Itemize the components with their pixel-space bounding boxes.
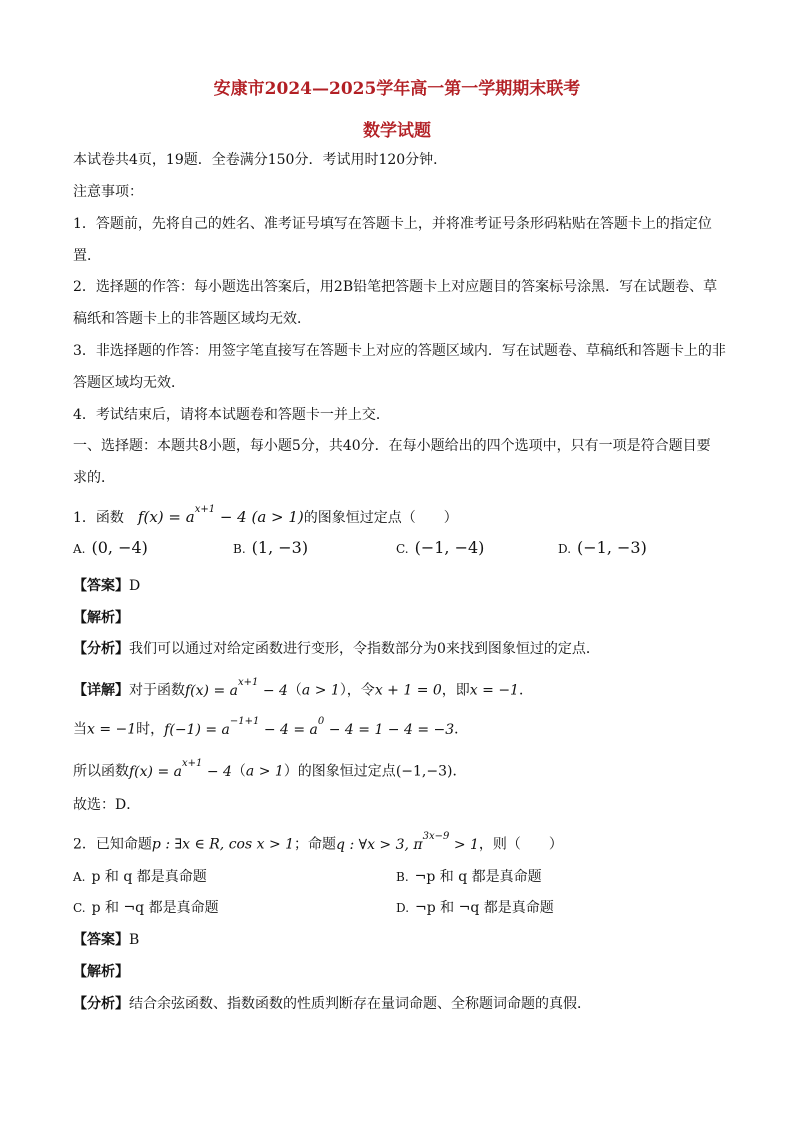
option-value: ¬p 和 ¬q 都是真命题 (415, 900, 554, 916)
note-4: 4．考试结束后，请将本试题卷和答题卡一并上交． (73, 407, 390, 423)
question-1-formula-tail: − 4 (a > 1) (215, 508, 304, 526)
detail-formula-tail: − 4 (258, 682, 288, 699)
section-1-heading-line-1: 一、选择题：本题共8小题，每小题5分，共40分．在每小题给出的四个选项中，只有一项是符合题目要 (73, 438, 711, 454)
question-1-answer (73, 576, 723, 596)
detail-text: ． (454, 721, 469, 738)
exam-title: 安康市2024—2025学年高一第一学期期末联考 (213, 79, 581, 99)
proposition-q-tail: > 1 (449, 836, 479, 853)
section-1-heading-line-2: 求的． (73, 470, 115, 486)
detail-text: ． (452, 763, 467, 780)
question-2-option-d[interactable] (396, 898, 554, 918)
question-2-mid: ；命题 (294, 836, 337, 853)
option-value: ¬p 和 q 都是真命题 (414, 869, 542, 885)
detail-text: ），令 (339, 682, 375, 699)
analysis-tag: 【解析】 (73, 964, 129, 980)
question-2-option-a[interactable] (73, 867, 207, 887)
question-2-fenxi (73, 994, 723, 1014)
option-value: (1, −3) (251, 538, 309, 557)
detail-text: 当 (73, 721, 87, 738)
detail-text: ，即 (441, 682, 470, 699)
option-value: p 和 ¬q 都是真命题 (91, 900, 219, 916)
computation-mid: − 4 = a (259, 721, 318, 738)
question-2-proposition-p: p : ∃x ∈ R, cos x > 1 (151, 836, 295, 853)
option-value: (−1, −3) (577, 538, 647, 557)
detail-text: 对于函数 (129, 682, 185, 699)
question-2-analysis-tag (73, 962, 723, 982)
analysis-tag: 【解析】 (73, 610, 129, 626)
question-1-detail-line-3 (73, 758, 723, 782)
detail-text: ． (518, 682, 533, 699)
note-2-line-2: 稿纸和答题卡上的非答题区域均无效． (73, 311, 311, 327)
detail-formula-exponent: x+1 (181, 758, 203, 769)
question-2-proposition-q (336, 831, 479, 853)
fenxi-text: 结合余弦函数、指数函数的性质判断存在量词命题、全称题词命题的真假． (129, 996, 591, 1012)
detail-solution: x = −1 (469, 682, 519, 699)
option-label: B. (233, 542, 246, 556)
xiangjie-tag: 【详解】 (73, 682, 129, 699)
question-1-option-b[interactable] (233, 538, 308, 559)
answer-value: D (129, 578, 141, 594)
computation-tail: − 4 = 1 − 4 = −3 (324, 721, 455, 738)
proposition-q-exponent: 3x−9 (422, 831, 450, 842)
note-1-line-1: 1．答题前，先将自己的姓名、准考证号填写在答题卡上，并将准考证号条形码粘贴在答题卡上的指定位 (73, 216, 712, 232)
note-3-line-2: 答题区域均无效． (73, 375, 185, 391)
question-2-option-b[interactable] (396, 867, 542, 887)
exam-info: 本试卷共4页，19题．全卷满分150分．考试用时120分钟． (73, 152, 448, 168)
notes-heading: 注意事项： (73, 184, 143, 200)
detail-text: （ (287, 682, 302, 699)
question-2-stem (73, 831, 723, 855)
detail-fixed-point: (−1,−3) (395, 763, 453, 780)
proposition-q-base: q : ∀x > 3, π (336, 836, 423, 853)
question-1-option-a[interactable] (73, 538, 148, 559)
option-label: D. (396, 901, 410, 915)
answer-tag: 【答案】 (73, 932, 129, 948)
note-2-line-1: 2．选择题的作答：每小题选出答案后，用2B铅笔把答题卡上对应题目的答案标号涂黑．写在试题卷、草 (73, 279, 718, 295)
detail-x-value: x = −1 (87, 721, 137, 738)
option-label: B. (396, 870, 409, 884)
question-1-prefix: 1．函数 (73, 510, 124, 526)
note-1-line-2: 置． (73, 248, 101, 264)
computation-exponent-2: 0 (317, 716, 325, 727)
detail-computation (164, 716, 455, 738)
detail-condition: a > 1 (301, 682, 340, 699)
question-1-option-d[interactable] (558, 538, 647, 559)
question-1-fenxi (73, 639, 723, 659)
detail-formula-tail: − 4 (202, 763, 232, 780)
detail-text: 所以函数 (73, 763, 129, 780)
question-1-suffix: 的图象恒过定点（ ） (303, 510, 458, 526)
question-1-stem (73, 504, 723, 528)
question-1-conclusion: 故选：D． (73, 797, 141, 813)
question-1-option-c[interactable] (396, 538, 484, 559)
question-1-formula-exponent: x+1 (194, 504, 216, 515)
option-value: (−1, −4) (414, 538, 485, 557)
detail-formula-base: f(x) = a (185, 682, 238, 699)
detail-text: 时， (136, 721, 165, 738)
option-value: p 和 q 都是真命题 (91, 869, 207, 885)
question-1-detail-line-1 (73, 677, 723, 701)
fenxi-text: 我们可以通过对给定函数进行变形，令指数部分为0来找到图象恒过的定点． (129, 641, 600, 657)
detail-formula-base: f(x) = a (129, 763, 182, 780)
computation-exponent: −1+1 (229, 716, 260, 727)
option-label: C. (73, 901, 86, 915)
question-2-suffix: ，则（ ） (478, 836, 563, 853)
option-label: C. (396, 542, 409, 556)
question-1-analysis-tag (73, 608, 723, 628)
detail-text: ）的图象恒过定点 (283, 763, 396, 780)
detail-text: （ (231, 763, 246, 780)
question-1-formula (137, 504, 304, 526)
question-1-formula-base: f(x) = a (137, 508, 195, 526)
detail-condition: a > 1 (245, 763, 284, 780)
computation-base: f(−1) = a (164, 721, 230, 738)
question-2-prefix: 2．已知命题 (73, 836, 152, 853)
option-label: A. (73, 542, 86, 556)
fenxi-tag: 【分析】 (73, 641, 129, 657)
detail-formula-exponent: x+1 (237, 677, 259, 688)
question-2-option-c[interactable] (73, 898, 219, 918)
detail-formula (185, 677, 288, 699)
detail-formula (129, 758, 232, 780)
exam-subtitle: 数学试题 (363, 121, 431, 141)
answer-tag: 【答案】 (73, 578, 129, 594)
note-3-line-1: 3．非选择题的作答：用签字笔直接写在答题卡上对应的答题区域内．写在试题卷、草稿纸和答题卡上的非 (73, 343, 726, 359)
question-2-answer (73, 930, 723, 950)
option-value: (0, −4) (91, 538, 148, 557)
option-label: A. (73, 870, 86, 884)
option-label: D. (558, 542, 572, 556)
answer-value: B (129, 932, 140, 948)
detail-equation: x + 1 = 0 (374, 682, 442, 699)
question-1-detail-line-2 (73, 716, 723, 740)
fenxi-tag: 【分析】 (73, 996, 129, 1012)
